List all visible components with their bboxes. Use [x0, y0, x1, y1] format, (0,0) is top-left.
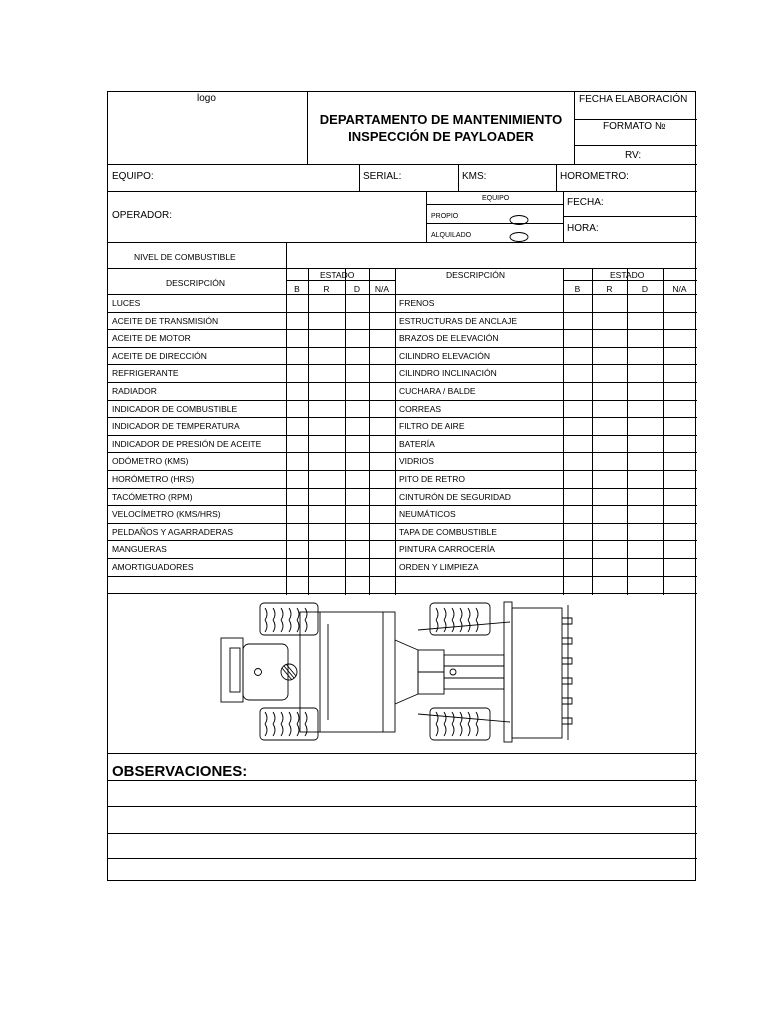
logo-placeholder: logo	[197, 93, 216, 104]
table-row-line	[108, 593, 697, 594]
left-descripcion-header: DESCRIPCIÓN	[166, 278, 226, 288]
table-col-line	[345, 268, 346, 595]
table-row-line	[108, 540, 697, 541]
right-descripcion-header: DESCRIPCIÓN	[446, 270, 506, 280]
grid-vline	[426, 191, 427, 242]
department-title: DEPARTAMENTO DE MANTENIMIENTO	[319, 112, 563, 127]
table-row-line	[108, 523, 697, 524]
table-col-line	[627, 268, 628, 595]
left-item: ACEITE DE DIRECCIÓN	[112, 350, 207, 361]
left-col-r: R	[323, 284, 330, 294]
grid-vline	[286, 242, 287, 268]
table-row-line	[108, 417, 697, 418]
table-row-line	[108, 505, 697, 506]
right-col-b: B	[574, 284, 581, 294]
left-item: ODÓMETRO (KMS)	[112, 456, 189, 467]
table-row-line	[108, 364, 697, 365]
right-item: CUCHARA / BALDE	[399, 386, 476, 396]
equipo-ownership-label: EQUIPO	[482, 195, 510, 202]
grid-vline	[556, 164, 557, 191]
left-item: VELOCÍMETRO (KMS/HRS)	[112, 509, 221, 520]
left-item: INDICADOR DE COMBUSTIBLE	[112, 403, 238, 414]
right-item: TAPA DE COMBUSTIBLE	[399, 526, 497, 537]
rv-label: RV:	[625, 150, 642, 161]
table-row-line	[108, 576, 697, 577]
grid-hline	[108, 191, 697, 192]
table-col-line	[663, 268, 664, 595]
grid-vline	[574, 92, 575, 164]
ownership-ovals	[508, 215, 530, 245]
right-item: CINTURÓN DE SEGURIDAD	[399, 491, 511, 502]
left-item: RADIADOR	[112, 386, 157, 396]
table-col-line	[286, 268, 287, 595]
right-item: PINTURA CARROCERÍA	[399, 544, 495, 555]
left-item: TACÓMETRO (RPM)	[112, 491, 193, 502]
grid-hline	[574, 145, 697, 146]
grid-hline	[574, 119, 697, 120]
fecha-elaboracion-label: FECHA ELABORACIÓN	[579, 94, 688, 105]
left-item: LUCES	[112, 298, 141, 308]
equipo-label: EQUIPO:	[112, 171, 154, 182]
grid-hline	[108, 753, 697, 754]
table-row-line	[108, 347, 697, 348]
kms-label: KMS:	[462, 171, 487, 182]
grid-hline	[108, 268, 697, 269]
right-item: ESTRUCTURAS DE ANCLAJE	[399, 315, 518, 326]
right-item: CORREAS	[399, 403, 442, 414]
left-item: REFRIGERANTE	[112, 368, 179, 379]
grid-hline	[108, 806, 697, 807]
table-row-line	[108, 400, 697, 401]
table-row-line	[108, 470, 697, 471]
propio-oval[interactable]	[510, 216, 528, 225]
alquilado-label: ALQUILADO	[431, 232, 472, 239]
table-col-line	[369, 268, 370, 595]
right-col-d: D	[641, 284, 649, 294]
nivel-combustible-label: NIVEL DE COMBUSTIBLE	[134, 252, 236, 262]
serial-label: SERIAL:	[363, 171, 402, 182]
grid-hline	[108, 833, 697, 834]
right-item: CILINDRO ELEVACIÓN	[399, 350, 491, 361]
table-row-line	[108, 329, 697, 330]
grid-hline	[426, 223, 563, 224]
grid-hline	[108, 242, 697, 243]
left-item: ACEITE DE MOTOR	[112, 333, 191, 344]
grid-hline	[108, 164, 697, 165]
form-title: INSPECCIÓN DE PAYLOADER	[348, 129, 534, 144]
table-row-line	[108, 558, 697, 559]
propio-label: PROPIO	[431, 213, 459, 220]
alquilado-oval[interactable]	[510, 233, 528, 242]
table-col-line	[308, 268, 309, 595]
right-item: CILINDRO INCLINACIÓN	[399, 368, 497, 379]
observaciones-label: OBSERVACIONES:	[112, 763, 248, 780]
left-item: INDICADOR DE TEMPERATURA	[112, 421, 240, 432]
table-row-line	[108, 435, 697, 436]
left-item: AMORTIGUADORES	[112, 562, 194, 572]
right-item: BATERÍA	[399, 438, 435, 449]
table-row-line	[108, 488, 697, 489]
operador-label: OPERADOR:	[112, 210, 173, 221]
table-row-line	[108, 452, 697, 453]
right-estado-header: ESTADO	[610, 270, 645, 280]
right-item: PITO DE RETRO	[399, 474, 465, 484]
payloader-diagram	[218, 600, 583, 750]
left-col-b: B	[294, 284, 300, 294]
right-item: BRAZOS DE ELEVACIÓN	[399, 333, 499, 344]
left-col-na: N/A	[374, 284, 390, 294]
right-item: NEUMÁTICOS	[399, 509, 456, 520]
inspection-form	[107, 91, 696, 881]
right-col-r: R	[606, 284, 613, 294]
left-estado-header: ESTADO	[320, 270, 355, 280]
grid-hline	[108, 858, 697, 859]
grid-vline	[359, 164, 360, 191]
grid-vline	[458, 164, 459, 191]
table-col-line	[592, 268, 593, 595]
fecha-label: FECHA:	[567, 197, 604, 208]
left-col-d: D	[353, 284, 361, 294]
right-item: ORDEN Y LIMPIEZA	[399, 562, 479, 572]
right-col-na: N/A	[672, 284, 687, 294]
grid-vline	[395, 268, 396, 595]
formato-label: FORMATO №	[603, 121, 666, 132]
left-item: INDICADOR DE PRESIÓN DE ACEITE	[112, 438, 262, 449]
table-row-line	[108, 382, 697, 383]
right-item: FRENOS	[399, 298, 435, 308]
table-col-line	[563, 268, 564, 595]
right-item: FILTRO DE AIRE	[399, 421, 465, 432]
right-item: VIDRIOS	[399, 456, 434, 467]
left-item: HORÓMETRO (HRS)	[112, 474, 195, 484]
left-item: PELDAÑOS Y AGARRADERAS	[112, 526, 234, 537]
horometro-label: HOROMETRO:	[560, 171, 629, 182]
table-row-line	[108, 312, 697, 313]
grid-hline	[563, 216, 697, 217]
hora-label: HORA:	[567, 223, 599, 234]
grid-vline	[307, 92, 308, 164]
left-item: ACEITE DE TRANSMISIÓN	[112, 315, 219, 326]
left-item: MANGUERAS	[112, 544, 167, 555]
